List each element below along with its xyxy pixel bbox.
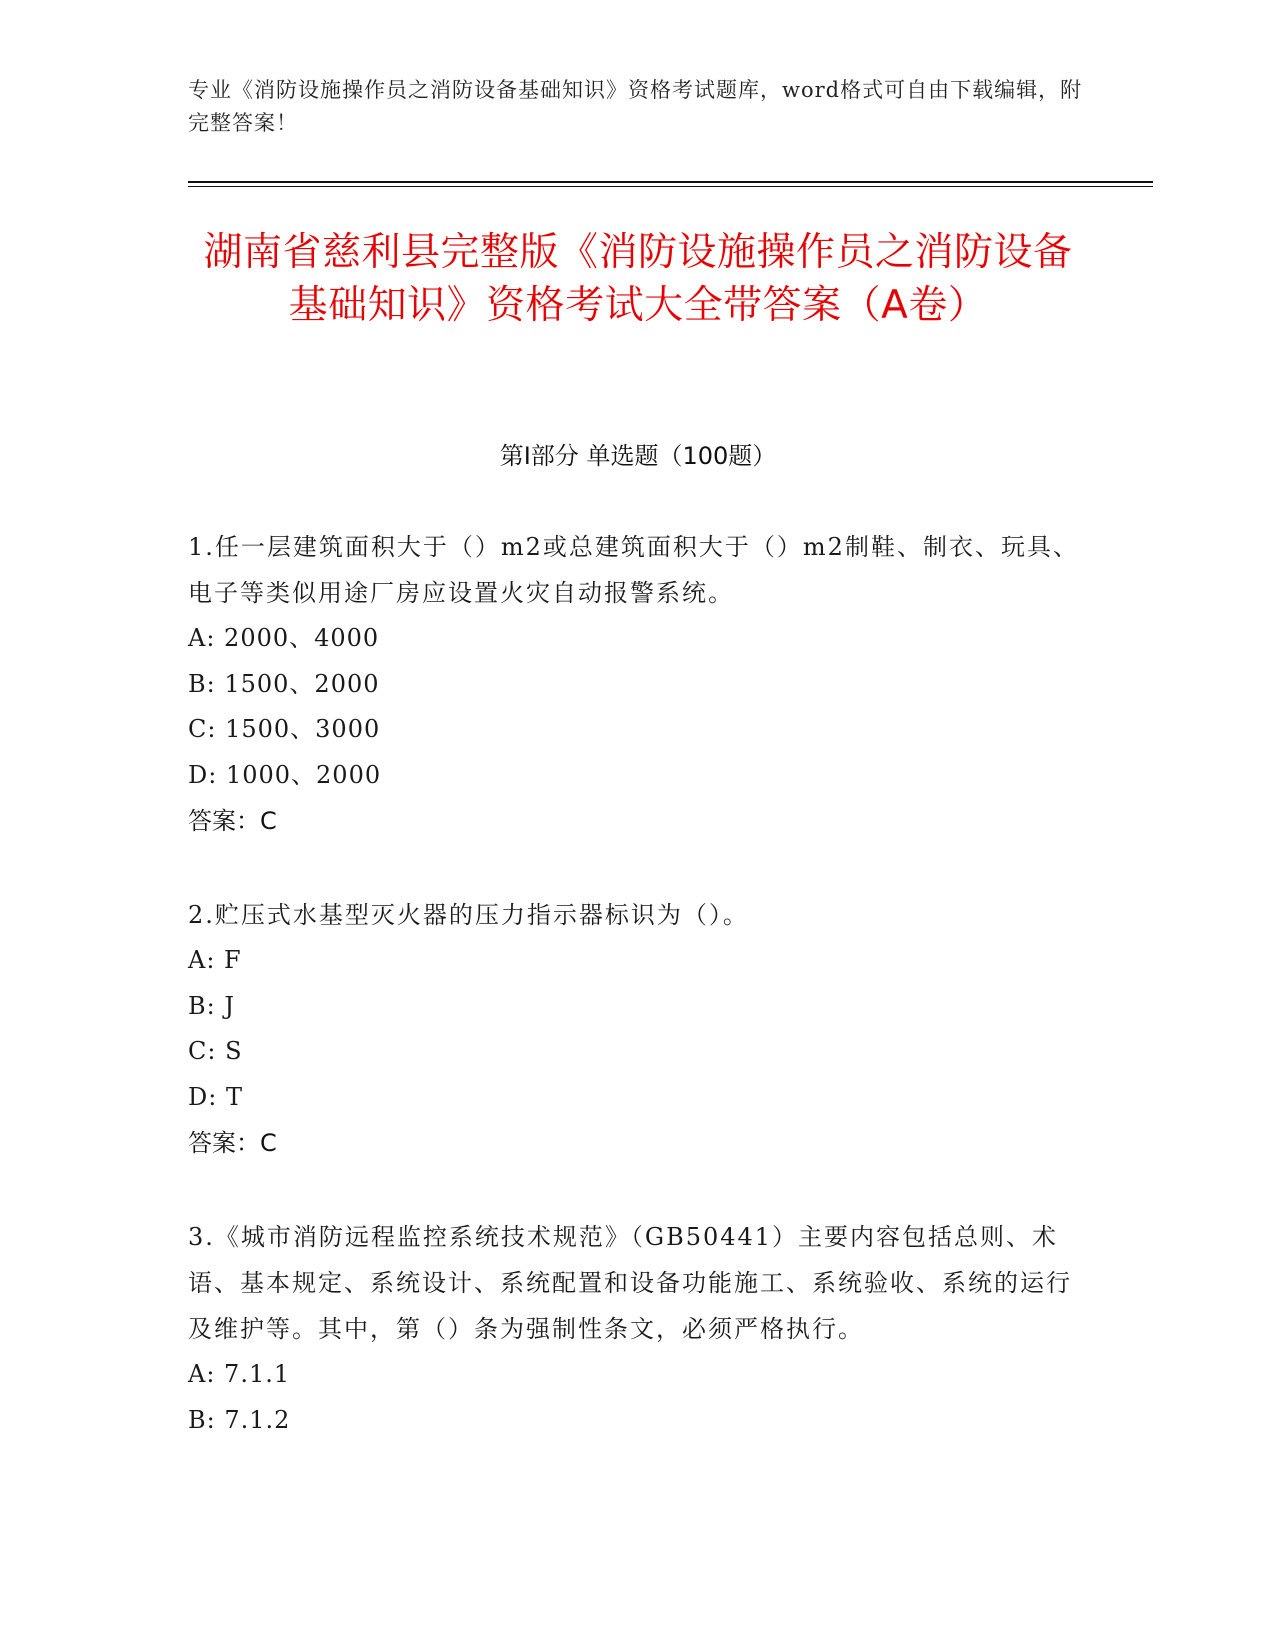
question-stem: 1.任一层建筑面积大于（）m2或总建筑面积大于（）m2制鞋、制衣、玩具、电子等类似用途厂房应设置火灾自动报警系统。 [188, 533, 1079, 607]
document-title: 湖南省慈利县完整版《消防设施操作员之消防设备基础知识》资格考试大全带答案（A卷） [203, 230, 1073, 328]
option-a: A: 2000、4000 [188, 624, 380, 652]
question-stem: 2.贮压式水基型灭火器的压力指示器标识为（）。 [188, 901, 749, 929]
option-d: D: 1000、2000 [188, 760, 382, 789]
option-c: C: S [188, 1037, 243, 1065]
header-note: 专业《消防设施操作员之消防设备基础知识》资格考试题库，word格式可自由下载编辑，附完整答案！ [188, 78, 1083, 135]
option-d: D: T [188, 1082, 243, 1111]
option-c: C: 1500、3000 [188, 715, 381, 743]
question-3 [188, 1214, 1088, 1443]
option-a: A: F [188, 946, 242, 974]
answer: 答案：C [188, 1129, 277, 1157]
section-title: 第I部分 单选题（100题） [499, 442, 777, 470]
answer: 答案：C [188, 807, 277, 835]
question-2 [188, 892, 1088, 1166]
option-b: B: 7.1.2 [188, 1405, 291, 1434]
question-stem: 3.《城市消防远程监控系统技术规范》（GB50441）主要内容包括总则、术语、基本规定、系统设计、系统配置和设备功能施工、系统验收、系统的运行及维护等。其中，第（）条为强制性条文，必须严格执行。 [188, 1223, 1072, 1343]
option-b: B: 1500、2000 [188, 669, 380, 698]
header-rule-thick [188, 181, 1153, 183]
option-a: A: 7.1.1 [188, 1360, 291, 1388]
header-rule-thin [188, 186, 1153, 187]
question-list [188, 524, 1088, 1491]
option-b: B: J [188, 991, 235, 1020]
question-1 [188, 524, 1088, 844]
